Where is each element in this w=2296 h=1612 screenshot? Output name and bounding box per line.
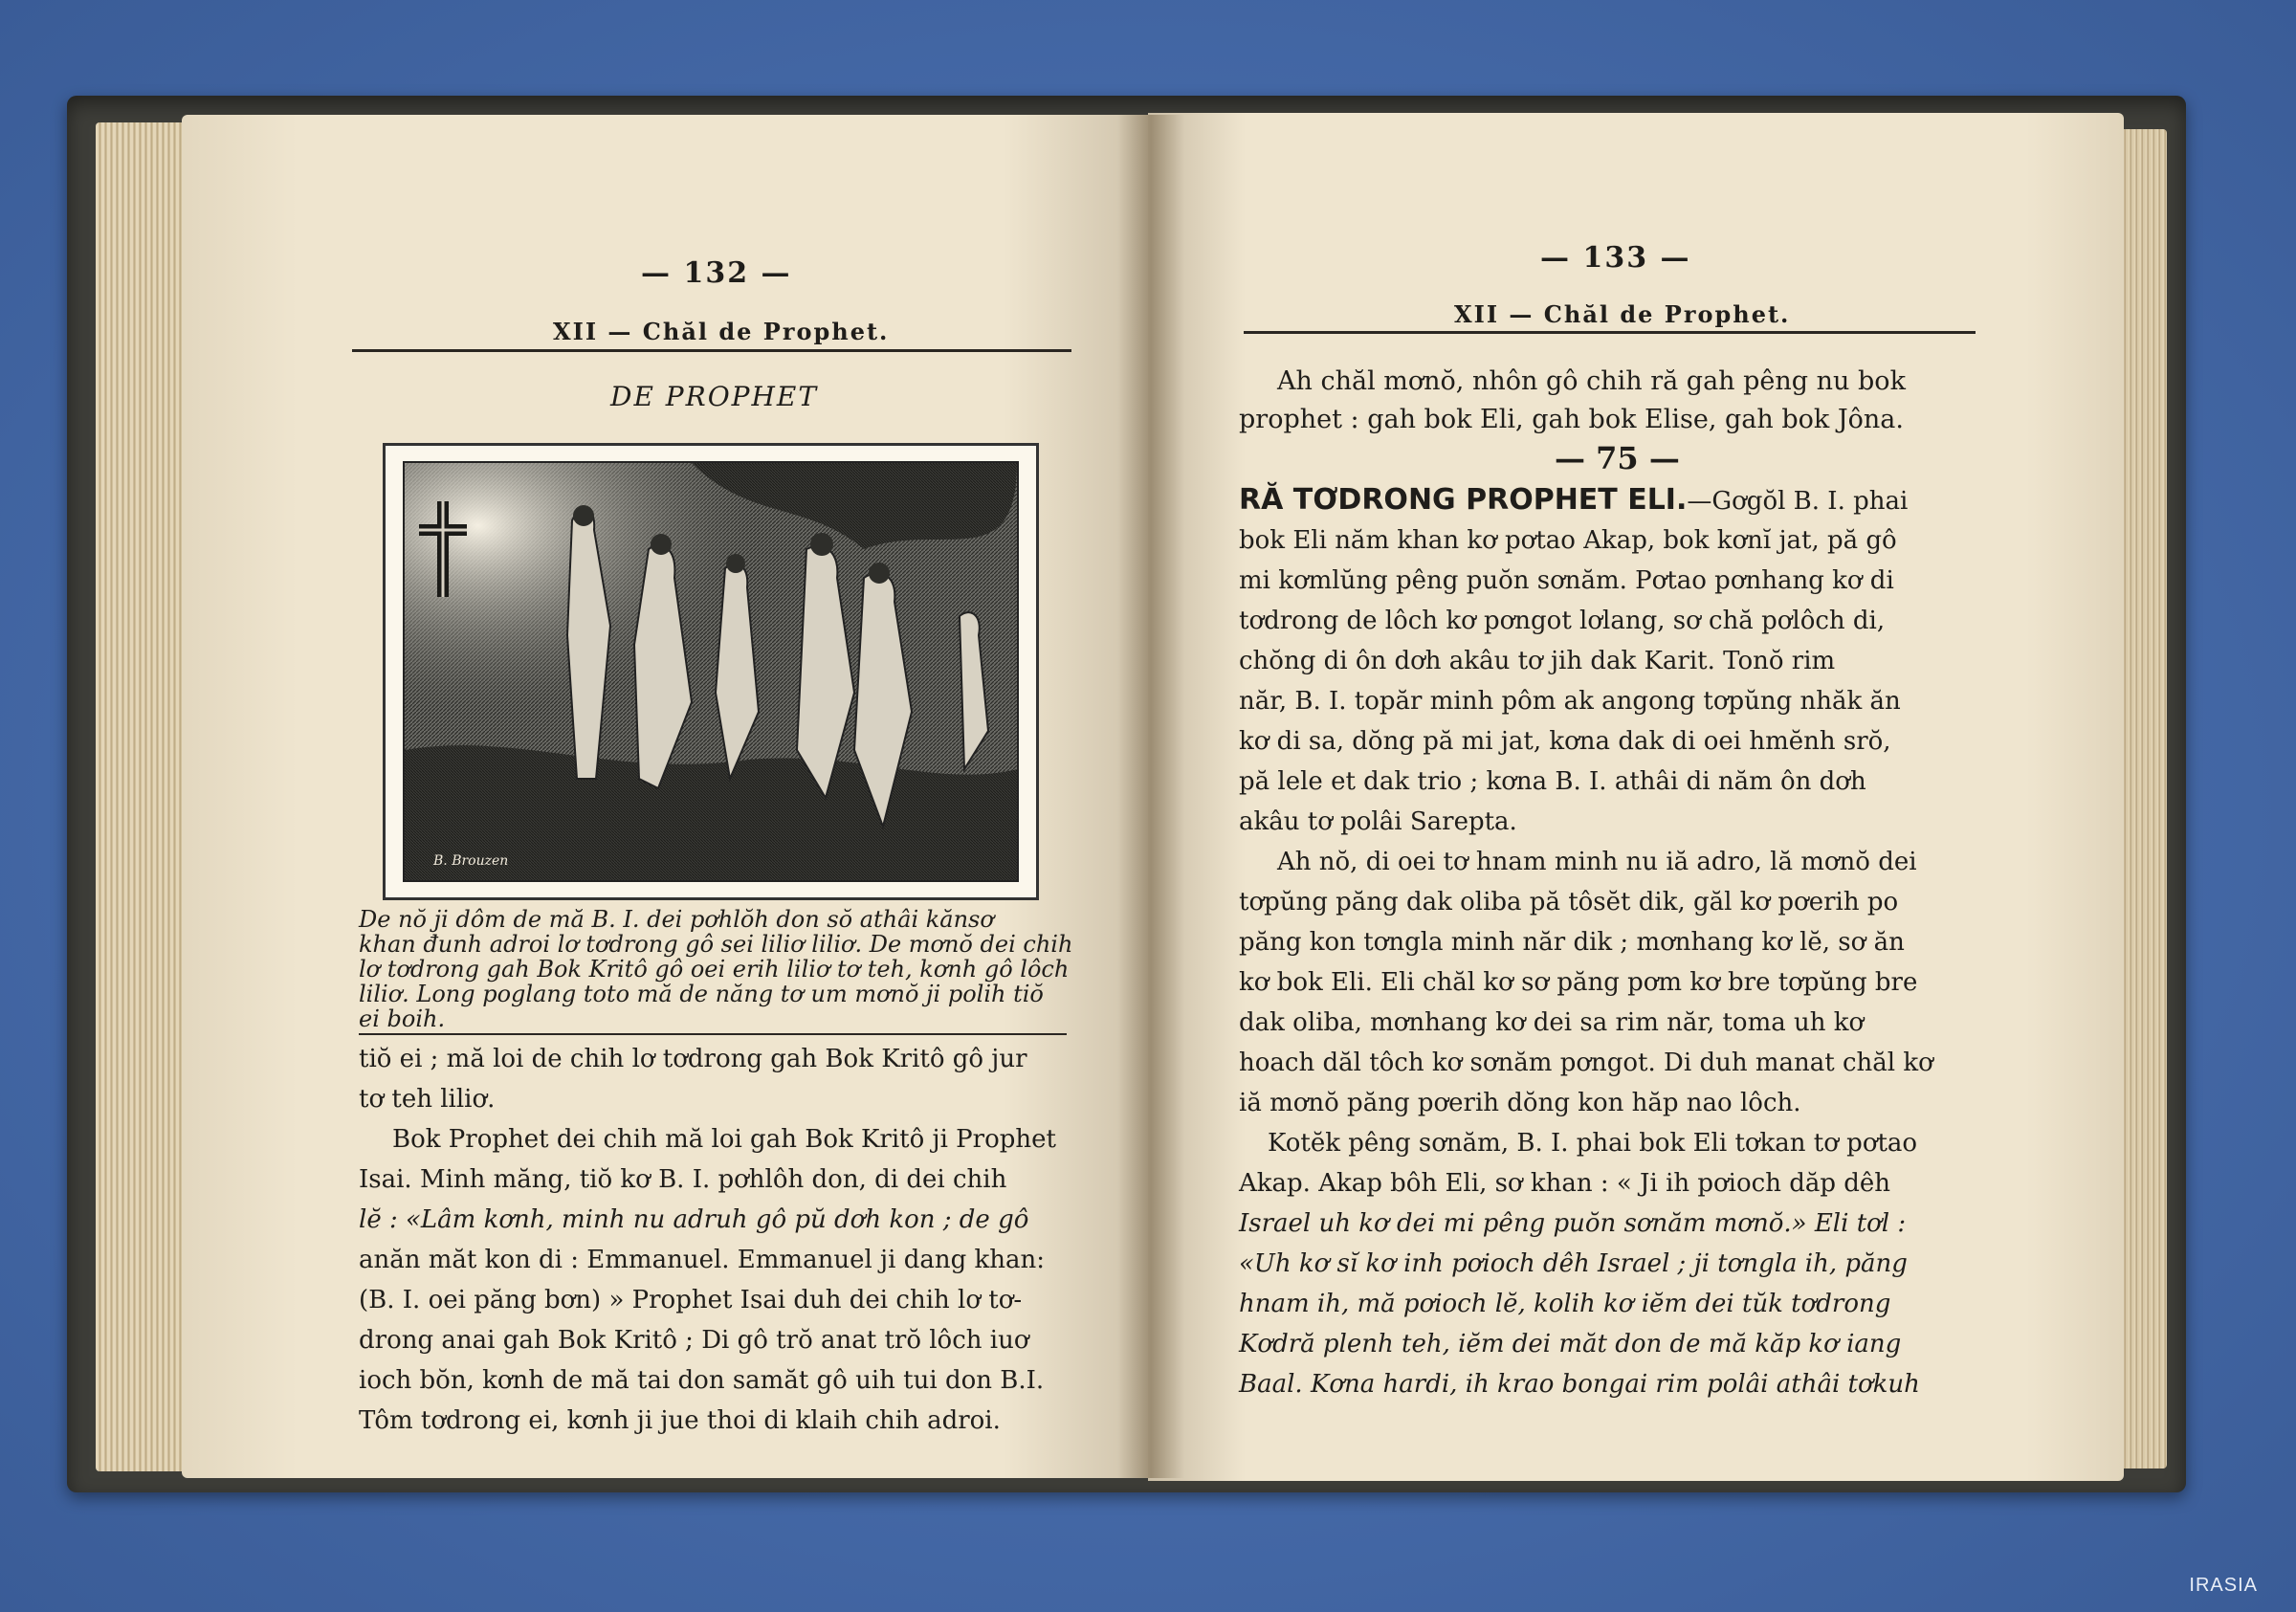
lesson-number: — 75 —: [1555, 440, 1680, 476]
left-body-line: (B. I. oei păng bơn) » Prophet Isai duh dei chih lơ tơ-: [359, 1286, 1023, 1314]
right-body-line: Kơdră plenh teh, iĕm dei măt don de mă kăp kơ iang: [1239, 1330, 1902, 1358]
right-body-line: tơdrong de lôch kơ pơngot lơlang, sơ chă pơlôch di,: [1239, 607, 1886, 635]
illustration-frame: [383, 443, 1039, 900]
left-body-line: Tôm tơdrong ei, kơnh ji jue thoi di klaih chih adroi.: [359, 1406, 1001, 1435]
left-section-title: DE PROPHET: [610, 381, 819, 412]
right-body-line: Baal. Kơna hardi, ih krao bongai rim polâi athâi tơkuh: [1239, 1370, 1920, 1399]
right-body-line: mi kơmlŭng pêng puŏn sơnăm. Pơtao pơnhang kơ di: [1239, 566, 1894, 595]
right-body-line: chŏng di ôn dơh akâu tơ jih dak Karit. Tonŏ rim: [1239, 647, 1836, 675]
illustration-engraving: [403, 461, 1019, 882]
left-body-line: drong anai gah Bok Kritô ; Di gô trŏ anat trŏ lôch iuơ: [359, 1326, 1029, 1355]
right-body-line: Ah nŏ, di oei tơ hnam minh nu iă adro, lă mơnŏ dei: [1277, 848, 1917, 876]
left-body-line: Bok Prophet dei chih mă loi gah Bok Kritô ji Prophet: [392, 1125, 1056, 1154]
right-intro-line: prophet : gah bok Eli, gah bok Elise, gah bok Jôna.: [1239, 405, 1904, 434]
right-body-line: «Uh kơ sĭ kơ inh pơioch dêh Israel ; ji tơngla ih, păng: [1239, 1249, 1908, 1278]
right-body-line: tơpŭng păng dak oliba pă tôsĕt dik, găl kơ pơerih po: [1239, 888, 1899, 916]
left-page-number: — 132 —: [641, 256, 792, 290]
caption-line-4: liliơ. Long poglang toto mă de năng tơ um mơnŏ ji polih tiŏ: [359, 981, 1044, 1007]
caption-line-5: ei boih.: [359, 1005, 446, 1032]
right-body-line: năr, B. I. topăr minh pôm ak angong tơpŭng nhăk ăn: [1239, 687, 1901, 716]
right-body-line: pă lele et dak trio ; kơna B. I. athâi di năm ôn dơh: [1239, 767, 1866, 796]
lesson-heading-line: [1239, 483, 1908, 517]
left-body-line: ioch bŏn, kơnh de mă tai don samăt gô uih tui don B.I.: [359, 1366, 1045, 1395]
right-body-line: bok Eli năm khan kơ pơtao Akap, bok kơnĭ jat, pă gô: [1239, 526, 1897, 555]
right-body-line: kơ bok Eli. Eli chăl kơ sơ păng pơm kơ bre tơpŭng bre: [1239, 968, 1918, 997]
left-body-line: lĕ : «Lâm kơnh, minh nu adruh gô pŭ dơh kon ; de gô: [359, 1205, 1029, 1234]
left-head-rule: [352, 349, 1071, 352]
irasia-watermark: IRASIA: [2189, 1575, 2258, 1596]
book-gutter: [1117, 115, 1184, 1478]
lesson-title: RĂ TƠDRONG PROPHET ELI.: [1239, 483, 1688, 517]
right-body-line: dak oliba, mơnhang kơ dei sa rim năr, toma uh kơ: [1239, 1008, 1865, 1037]
prophets-engraving-image: [405, 463, 1017, 880]
caption-line-3: lơ tơdrong gah Bok Kritô gô oei erih liliơ tơ teh, kơnh gô lôch: [359, 956, 1070, 983]
caption-line-1: De nŏ ji dôm de mă B. I. dei pơhlŏh don sŏ athâi kănsơ: [359, 906, 994, 933]
left-running-head: XII — Chăl de Prophet.: [553, 318, 890, 345]
caption-line-2: khan đunh adroi lơ tơdrong gô sei liliơ liliơ. De mơnŏ dei chih: [359, 931, 1073, 958]
right-head-rule: [1244, 331, 1976, 334]
illustration-signature: B. Brouzen: [433, 853, 509, 869]
left-body-line: tiŏ ei ; mă loi de chih lơ tơdrong gah Bok Kritô gô jur: [359, 1045, 1027, 1073]
right-intro-line: Ah chăl mơnŏ, nhôn gô chih ră gah pêng nu bok: [1277, 366, 1906, 396]
left-body-line: tơ teh liliơ.: [359, 1085, 496, 1114]
right-body-line: kơ di sa, dŏng pă mi jat, kơna dak di oei hmĕnh srŏ,: [1239, 727, 1891, 756]
right-running-head: XII — Chăl de Prophet.: [1454, 300, 1791, 328]
right-body-line: Akap. Akap bôh Eli, sơ khan : « Ji ih pơioch dăp dêh: [1239, 1169, 1891, 1198]
caption-rule: [359, 1033, 1067, 1035]
right-body-line: păng kon tơngla minh năr dik ; mơnhang kơ lĕ, sơ ăn: [1239, 928, 1905, 957]
right-body-line: Kotĕk pêng sơnăm, B. I. phai bok Eli tơkan tơ pơtao: [1268, 1129, 1918, 1158]
right-page-number: — 133 —: [1540, 241, 1691, 275]
right-body-line: iă mơnŏ păng pơerih dŏng kon hăp nao lôch.: [1239, 1089, 1801, 1117]
left-body-line: Isai. Minh măng, tiŏ kơ B. I. pơhlôh don, di dei chih: [359, 1165, 1007, 1194]
lesson-title-continuation: —Gơgŏl B. I. phai: [1687, 487, 1909, 516]
right-body-line: Israel uh kơ dei mi pêng puŏn sơnăm mơnŏ.» Eli tơl :: [1239, 1209, 1907, 1238]
right-body-line: hnam ih, mă pơioch lĕ, kolih kơ iĕm dei tŭk tơdrong: [1239, 1290, 1891, 1318]
right-body-line: hoach dăl tôch kơ sơnăm pơngot. Di duh manat chăl kơ: [1239, 1049, 1933, 1077]
left-body-line: anăn măt kon di : Emmanuel. Emmanuel ji dang khan:: [359, 1246, 1045, 1274]
right-body-line: akâu tơ polâi Sarepta.: [1239, 807, 1517, 836]
